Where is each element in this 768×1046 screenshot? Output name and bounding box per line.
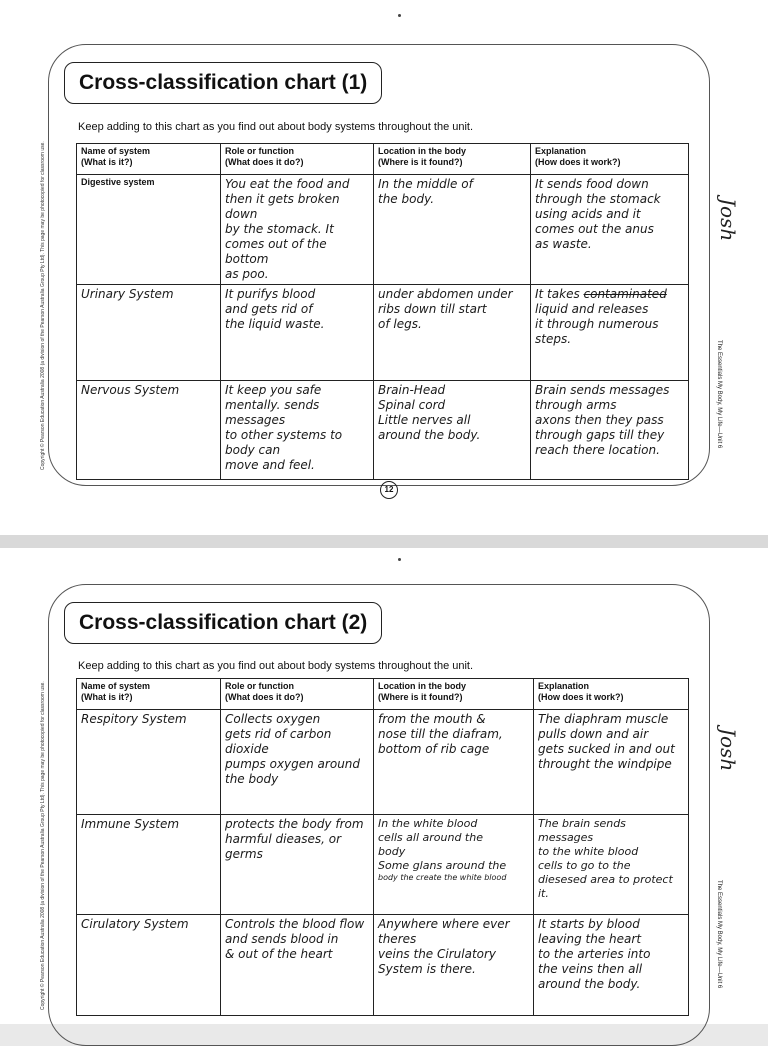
stray-mark <box>398 558 401 561</box>
classification-table <box>76 143 689 480</box>
system-name-cell: Urinary System <box>77 285 221 381</box>
role-cell: Collects oxygen gets rid of carbon dioxide pumps oxygen around the body <box>221 710 374 815</box>
system-name-cell: Nervous System <box>77 381 221 480</box>
role-cell: It keep you safe mentally. sends messages to other systems to body can move and feel. <box>221 381 374 480</box>
chart-title: Cross-classification chart (1) <box>64 62 382 104</box>
copyright-notice: Copyright © Pearson Education Australia 2008 (a division of the Pearson Australia Group Pty Ltd). This page may be photocopied for classroom use. <box>40 141 46 470</box>
header-name-of-system: Name of system (What is it?) <box>77 679 221 710</box>
explanation-cell: Brain sends messages through arms axons then they pass through gaps till they reach there location. <box>531 381 689 480</box>
student-signature: Josh <box>716 198 740 242</box>
role-cell: Controls the blood flow and sends blood in & out of the heart <box>221 915 374 1016</box>
location-cell: In the middle of the body. <box>374 175 531 285</box>
crossed-out-word: contaminated <box>583 287 667 301</box>
table-header-row <box>77 679 689 710</box>
system-name-cell: Cirulatory System <box>77 915 221 1016</box>
instruction-text: Keep adding to this chart as you find out about body systems throughout the unit. <box>78 121 474 133</box>
header-location: Location in the body (Where is it found?) <box>374 144 531 175</box>
table-row <box>77 710 689 815</box>
table-row <box>77 915 689 1016</box>
header-location: Location in the body (Where is it found?) <box>374 679 534 710</box>
header-explanation: Explanation (How does it work?) <box>531 144 689 175</box>
table-row <box>77 175 689 285</box>
system-name-cell: Respitory System <box>77 710 221 815</box>
table-row <box>77 815 689 915</box>
header-role-or-function: Role or function (What does it do?) <box>221 679 374 710</box>
role-cell: protects the body from harmful dieases, or germs <box>221 815 374 915</box>
system-name-cell: Immune System <box>77 815 221 915</box>
system-name-cell: Digestive system <box>77 175 221 285</box>
table-row <box>77 381 689 480</box>
location-cell: Anywhere where ever theres veins the Cirulatory System is there. <box>374 915 534 1016</box>
location-cell: from the mouth & nose till the diafram, bottom of rib cage <box>374 710 534 815</box>
header-explanation: Explanation (How does it work?) <box>534 679 689 710</box>
location-cell: Brain-Head Spinal cord Little nerves all around the body. <box>374 381 531 480</box>
location-cell: In the white blood cells all around the body Some glans around the body the create the white blood <box>374 815 534 915</box>
student-signature: Josh <box>716 728 740 772</box>
page-gap <box>0 535 768 548</box>
copyright-notice: Copyright © Pearson Education Australia 2008 (a division of the Pearson Australia Group Pty Ltd). This page may be photocopied for classroom use. <box>40 681 46 1010</box>
classification-table <box>76 678 689 1016</box>
series-title: The Essentials My Body, My Life—Unit 6 <box>716 880 722 989</box>
explanation-cell: The diaphram muscle pulls down and air gets sucked in and out throught the windpipe <box>534 710 689 815</box>
explanation-cell: The brain sends messages to the white blood cells to go to the diesesed area to protect it. <box>534 815 689 915</box>
page-number: 12 <box>380 481 398 499</box>
explanation-cell: It starts by blood leaving the heart to the arteries into the veins then all around the body. <box>534 915 689 1016</box>
role-cell: It purifys blood and gets rid of the liquid waste. <box>221 285 374 381</box>
location-cell: under abdomen under ribs down till start of legs. <box>374 285 531 381</box>
explanation-cell: It sends food down through the stomack using acids and it comes out the anus as waste. <box>531 175 689 285</box>
header-name-of-system: Name of system (What is it?) <box>77 144 221 175</box>
table-row <box>77 285 689 381</box>
table-header-row <box>77 144 689 175</box>
series-title: The Essentials My Body, My Life—Unit 6 <box>716 340 722 449</box>
chart-title: Cross-classification chart (2) <box>64 602 382 644</box>
header-role-or-function: Role or function (What does it do?) <box>221 144 374 175</box>
instruction-text: Keep adding to this chart as you find out about body systems throughout the unit. <box>78 660 474 672</box>
role-cell: You eat the food and then it gets broken down by the stomack. It comes out of the bottom as poo. <box>221 175 374 285</box>
stray-mark <box>398 14 401 17</box>
explanation-cell: It takes contaminated liquid and releases it through numerous steps. <box>531 285 689 381</box>
